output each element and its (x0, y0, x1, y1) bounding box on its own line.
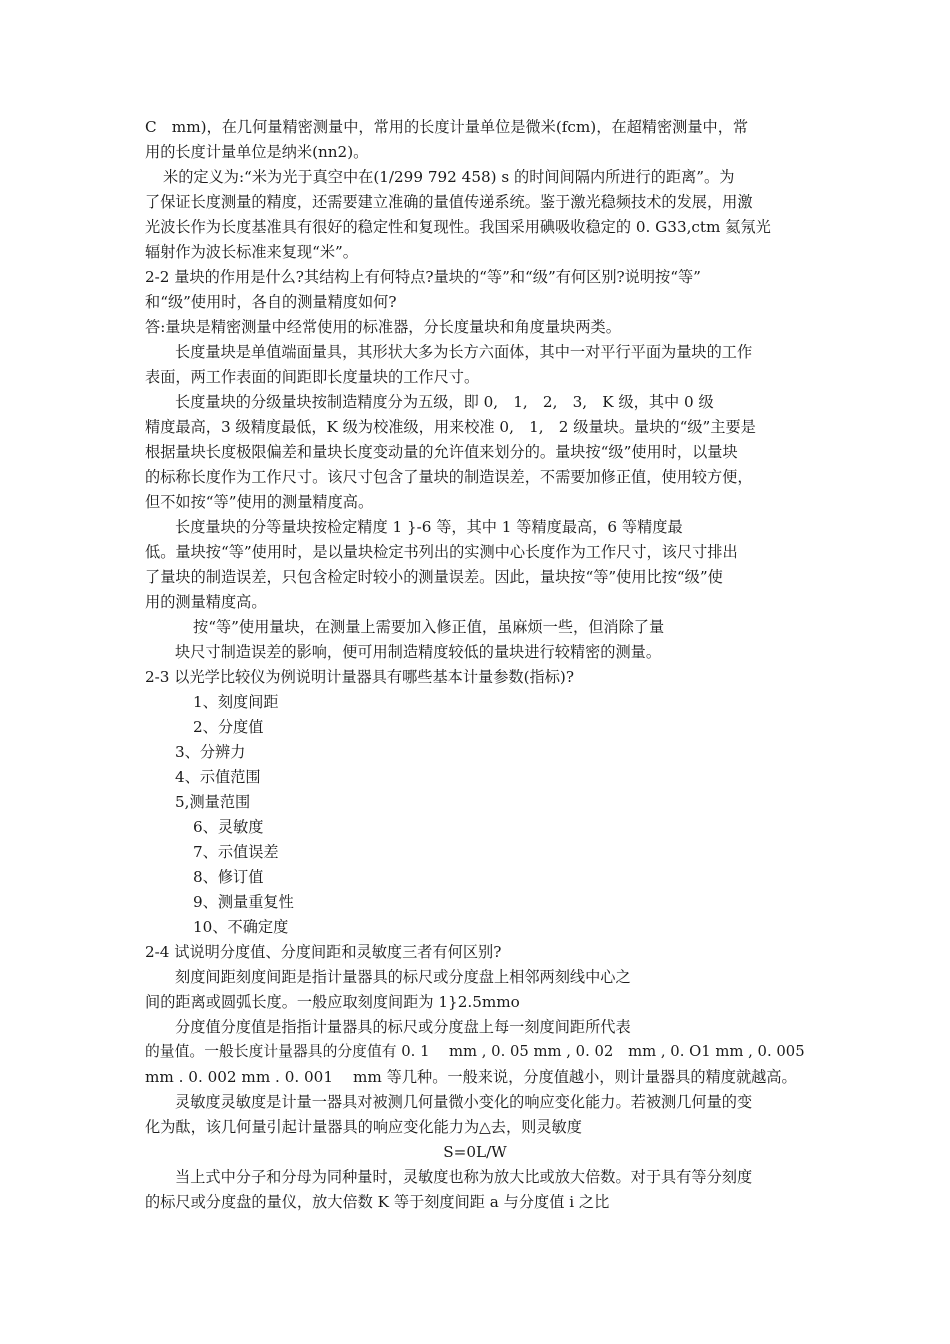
list-item: 3、分辨力 (175, 743, 246, 761)
formula: S=0L/W (443, 1143, 507, 1161)
list-item: 8、修订值 (193, 868, 264, 886)
text-line: 长度量块的分等量块按检定精度 1 }-6 等，其中 1 等精度最高，6 等精度最 (175, 518, 683, 536)
question-heading: 和“级”使用时，各自的测量精度如何? (145, 293, 397, 311)
text-line: 用的测量精度高。 (145, 593, 267, 611)
text-line: 的标尺或分度盘的量仪，放大倍数 K 等于刻度间距 a 与分度值 i 之比 (145, 1193, 610, 1211)
text-line: 光波长作为长度基准具有很好的稳定性和复现性。我国采用碘吸收稳定的 0. G33,ctm 氦氖光 (145, 218, 771, 236)
question-heading: 2-4 试说明分度值、分度间距和灵敏度三者有何区别? (145, 943, 502, 961)
list-item: 5,测量范围 (175, 793, 251, 811)
text-line: 间的距离或圆弧长度。一般应取刻度间距为 1}2.5mmo (145, 993, 520, 1011)
text-line: 辐射作为波长标准来复现“米”。 (145, 243, 358, 261)
text-line: 精度最高，3 级精度最低，K 级为校准级，用来校准 0, 1, 2 级量块。量块的“级”主要是 (145, 418, 756, 436)
list-item: 9、测量重复性 (193, 893, 294, 911)
question-heading: 2-3 以光学比较仪为例说明计量器具有哪些基本计量参数(指标)? (145, 668, 574, 686)
list-item: 6、灵敏度 (193, 818, 264, 836)
text-line: 长度量块的分级量块按制造精度分为五级，即 0, 1, 2, 3, K 级，其中 0 级 (175, 393, 714, 411)
text-line: 米的定义为:“米为光于真空中在(1/299 792 458) s 的时间间隔内所进行的距离”。为 (163, 168, 735, 186)
text-line: 刻度间距刻度间距是指计量器具的标尺或分度盘上相邻两刻线中心之 (175, 968, 631, 986)
text-line: 但不如按“等”使用的测量精度高。 (145, 493, 374, 511)
text-line: 的标称长度作为工作尺寸。该尺寸包含了量块的制造误差，不需要加修正值，使用较方便， (145, 468, 753, 486)
text-line: C mm)，在几何量精密测量中，常用的长度计量单位是微米(fcm)，在超精密测量中，常 (145, 118, 749, 136)
text-line: 当上式中分子和分母为同种量时，灵敏度也称为放大比或放大倍数。对于具有等分刻度 (175, 1168, 753, 1186)
text-line: 了保证长度测量的精度，还需要建立准确的量值传递系统。鉴于激光稳频技术的发展，用激 (145, 193, 753, 211)
text-line: 根据量块长度极限偏差和量块长度变动量的允许值来划分的。量块按“级”使用时，以量块 (145, 443, 738, 461)
list-item: 1、刻度间距 (193, 693, 279, 711)
text-line: mm . 0. 002 mm . 0. 001 mm 等几种。一般来说，分度值越小，则计量器具的精度就越高。 (145, 1068, 797, 1086)
text-line: 分度值分度值是指指计量器具的标尺或分度盘上每一刻度间距所代表 (175, 1018, 631, 1036)
text-line: 块尺寸制造误差的影响，便可用制造精度较低的量块进行较精密的测量。 (175, 643, 661, 661)
text-line: 低。量块按“等”使用时，是以量块检定书列出的实测中心长度作为工作尺寸，该尺寸排出 (145, 543, 738, 561)
list-item: 10、不确定度 (193, 918, 289, 936)
text-line: 的量值。一般长度计量器具的分度值有 0. 1 mm , 0. 05 mm , 0. 02 mm , 0. O1 mm , 0. 005 (145, 1043, 805, 1060)
text-line: 了量块的制造误差，只包含检定时较小的测量误差。因此，量块按“等”使用比按“级”使 (145, 568, 723, 586)
answer-line: 答:量块是精密测量中经常使用的标准器，分长度量块和角度量块两类。 (145, 318, 621, 336)
text-line: 化为酞，该几何量引起计量器具的响应变化能力为△去，则灵敏度 (145, 1118, 582, 1136)
text-line: 长度量块是单值端面量具，其形状大多为长方六面体，其中一对平行平面为量块的工作 (175, 343, 753, 361)
text-line: 表面，两工作表面的间距即长度量块的工作尺寸。 (145, 368, 480, 386)
text-line: 用的长度计量单位是纳米(nn2)。 (145, 143, 369, 161)
list-item: 7、示值误差 (193, 843, 279, 861)
text-line: 灵敏度灵敏度是计量一器具对被测几何量微小变化的响应变化能力。若被测几何量的变 (175, 1093, 753, 1111)
list-item: 2、分度值 (193, 718, 264, 736)
text-line: 按“等”使用量块，在测量上需要加入修正值，虽麻烦一些，但消除了量 (193, 618, 665, 636)
question-heading: 2-2 量块的作用是什么?其结构上有何特点?量块的“等”和“级”有何区别?说明按“等” (145, 268, 701, 286)
list-item: 4、示值范围 (175, 768, 261, 786)
